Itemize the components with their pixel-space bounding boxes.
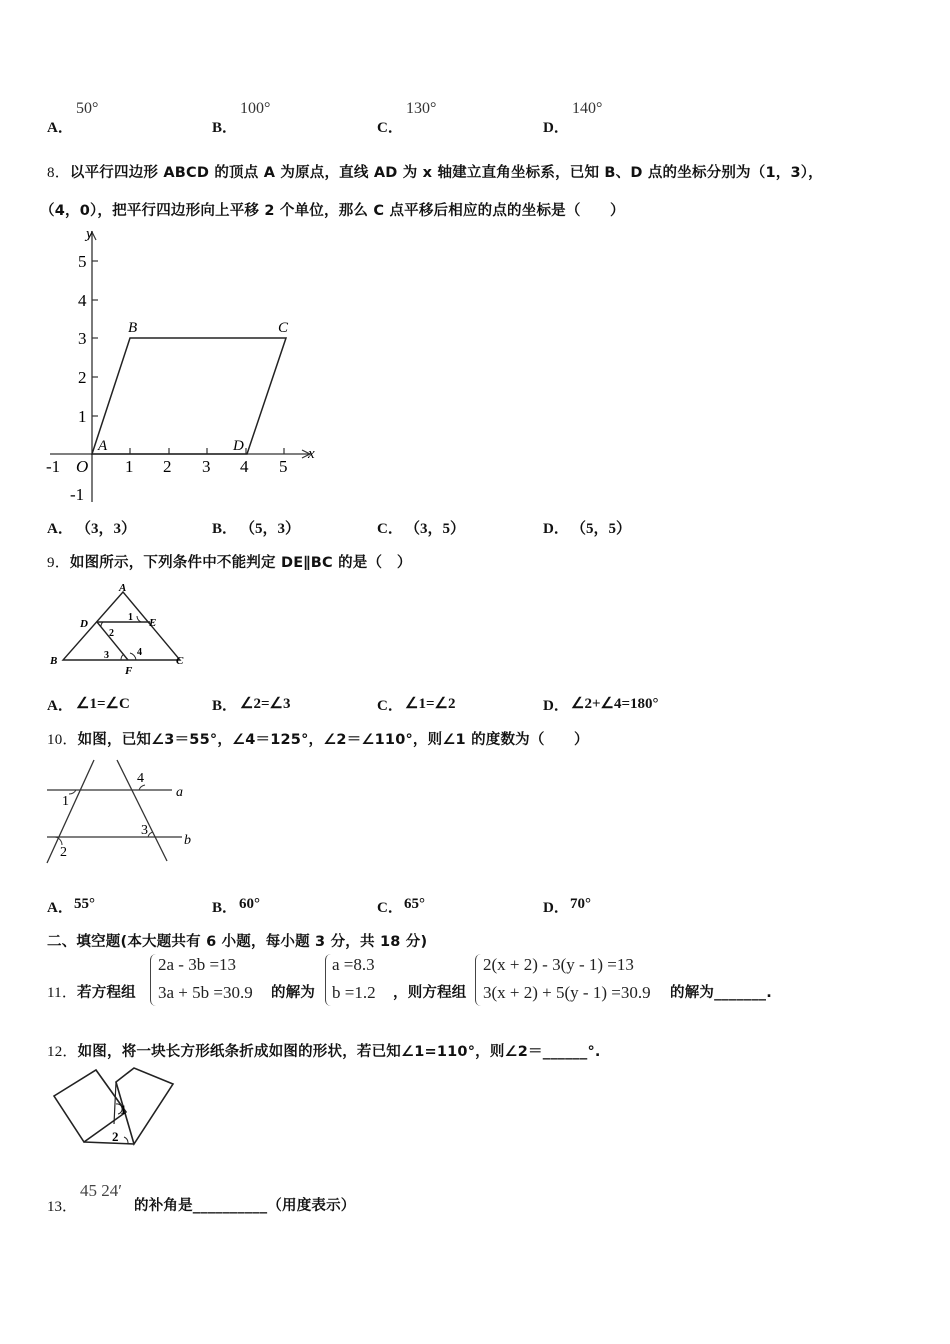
- angle-3-label: 3: [104, 650, 109, 661]
- angle-4-label: 4: [137, 771, 144, 786]
- point-b-label: B: [128, 320, 138, 336]
- q7-option-a-value: 50°: [76, 100, 99, 117]
- x-axis-label: x: [308, 446, 315, 462]
- q9-option-d-value: ∠2+∠4=180°: [571, 696, 659, 712]
- q9-option-d-letter: D．: [543, 698, 569, 714]
- angle-4-label: 4: [137, 647, 142, 658]
- q13-text: 的补角是__________（用度表示）: [134, 1198, 356, 1214]
- q12-folded-strip-figure: [48, 1064, 188, 1154]
- q9-option-a-value: ∠1=∠C: [76, 696, 130, 712]
- q8-option-a-value: （3，3）: [76, 521, 137, 537]
- q8-option-c-value: （3，5）: [405, 521, 466, 537]
- q9-text: 如图所示，下列条件中不能判定 DE∥BC 的是（ ）: [69, 555, 412, 571]
- angle-2-label: 2: [60, 845, 67, 860]
- q8-option-c-letter: C．: [377, 521, 403, 537]
- q12-text: 如图，将一块长方形纸条折成如图的形状，若已知∠1=110°，则∠2＝______°.: [77, 1044, 601, 1060]
- system1-brace: [150, 954, 157, 1006]
- q7-option-b-letter: B．: [212, 120, 238, 136]
- q8-option-b-value: （5，3）: [240, 521, 301, 537]
- q10-option-d-value: 70°: [570, 896, 591, 912]
- q10-option-b-letter: B．: [212, 900, 238, 916]
- q10-option-c-letter: C．: [377, 900, 403, 916]
- q10-number: 10．: [47, 732, 78, 748]
- q10-text: 如图，已知∠3＝55°，∠4＝125°，∠2＝∠110°，则∠1 的度数为（ ）: [77, 732, 589, 748]
- angle-1-label: 1: [128, 612, 133, 623]
- q12-question: [47, 1040, 601, 1061]
- q8-number: 8．: [47, 165, 70, 181]
- point-c-label: C: [278, 320, 289, 336]
- x-tick-label: 3: [202, 457, 211, 476]
- solution-brace: [325, 954, 332, 1006]
- y-tick-label: 3: [78, 329, 87, 348]
- x-tick-label: 4: [240, 457, 249, 476]
- system2-eq1: 2(x + 2) - 3(y - 1) =13: [483, 955, 634, 974]
- label-a: A: [119, 582, 127, 594]
- q7-option-c-value: 130°: [406, 100, 437, 117]
- y-tick-label: 2: [78, 368, 87, 387]
- q11-number-and-lead: [47, 981, 136, 1002]
- parallelogram-abcd: [92, 338, 286, 454]
- point-d-label: D: [233, 438, 244, 454]
- y-axis-label: y: [86, 226, 93, 242]
- y-tick-label: 1: [78, 407, 87, 426]
- q7-option-c-letter: C．: [377, 120, 403, 136]
- label-d: D: [80, 618, 88, 630]
- q7-option-b-value: 100°: [240, 100, 271, 117]
- x-tick-label: 1: [125, 457, 134, 476]
- angle-1-label: 1: [62, 794, 69, 809]
- label-e: E: [149, 617, 157, 629]
- q9-option-c-letter: C．: [377, 698, 403, 714]
- system2-brace: [475, 954, 482, 1006]
- y-tick-label: 4: [78, 291, 87, 310]
- y-tick-label: -1: [70, 485, 85, 504]
- angle-1-label: 1: [120, 1102, 127, 1117]
- q8-coordinate-figure: [40, 222, 330, 512]
- q11-text-4: 的解为_______.: [670, 985, 772, 1001]
- q10-option-c-value: 65°: [404, 896, 425, 912]
- q9-triangle-figure: [45, 580, 195, 680]
- q8-option-d-value: （5，5）: [571, 521, 632, 537]
- label-c: C: [176, 655, 184, 667]
- q9-number: 9．: [47, 555, 70, 571]
- system2-eq2: 3(x + 2) + 5(y - 1) =30.9: [483, 983, 651, 1002]
- q8-line1: [47, 161, 927, 182]
- line-a-label: a: [176, 785, 183, 800]
- q10-option-a-value: 55°: [74, 896, 95, 912]
- q7-option-a-letter: A．: [47, 120, 73, 136]
- q8-option-b-letter: B．: [212, 521, 238, 537]
- q13-number: 13．: [47, 1199, 78, 1215]
- q9-question: [47, 551, 412, 572]
- q7-option-d-value: 140°: [572, 100, 603, 117]
- angle-2-label: 2: [109, 628, 114, 639]
- q11-text-1: 若方程组: [77, 985, 136, 1001]
- origin-label: O: [76, 457, 89, 476]
- q8-line2: （4，0），把平行四边形向上平移 2 个单位，那么 C 点平移后相应的点的坐标是（ ）: [40, 203, 625, 219]
- solution-a: a =8.3: [332, 955, 375, 974]
- label-f: F: [125, 665, 133, 677]
- x-tick-label: 2: [163, 457, 172, 476]
- q10-parallel-lines-figure: [42, 755, 202, 870]
- angle-2-label: 2: [112, 1129, 119, 1144]
- q10-option-d-letter: D．: [543, 900, 569, 916]
- angle-3-label: 3: [141, 823, 148, 838]
- x-tick-label: -1: [46, 457, 61, 476]
- q9-option-c-value: ∠1=∠2: [405, 696, 456, 712]
- label-b: B: [50, 655, 58, 667]
- q8-option-a-letter: A．: [47, 521, 73, 537]
- q8-option-d-letter: D．: [543, 521, 569, 537]
- line-b-label: b: [184, 833, 191, 848]
- q9-option-a-letter: A．: [47, 698, 73, 714]
- q10-question: [47, 728, 589, 749]
- q8-text-1: 以平行四边形 ABCD 的顶点 A 为原点，直线 AD 为 x 轴建立直角坐标系，已知 B、D 点的坐标分别为（1，3），: [69, 165, 823, 181]
- q10-option-b-value: 60°: [239, 896, 260, 912]
- system1-eq1: 2a - 3b =13: [158, 955, 237, 974]
- y-tick-label: 5: [78, 252, 87, 271]
- system1-eq2: 3a + 5b =30.9: [158, 983, 253, 1002]
- q11-text-3: ，则方程组: [393, 985, 467, 1001]
- q11-number: 11．: [47, 985, 78, 1001]
- q7-option-d-letter: D．: [543, 120, 569, 136]
- point-a-label: A: [98, 438, 108, 454]
- q10-option-a-letter: A．: [47, 900, 73, 916]
- q9-option-b-letter: B．: [212, 698, 238, 714]
- transversal-left: [47, 760, 94, 863]
- section-heading: 二、填空题(本大题共有 6 小题，每小题 3 分，共 18 分): [47, 934, 428, 950]
- solution-b: b =1.2: [332, 983, 376, 1002]
- q11-text-2: 的解为: [271, 985, 316, 1001]
- q13-angle-expression: 45 24′: [80, 1181, 122, 1200]
- q12-number: 12．: [47, 1044, 78, 1060]
- x-tick-label: 5: [279, 457, 288, 476]
- q9-option-b-value: ∠2=∠3: [240, 696, 291, 712]
